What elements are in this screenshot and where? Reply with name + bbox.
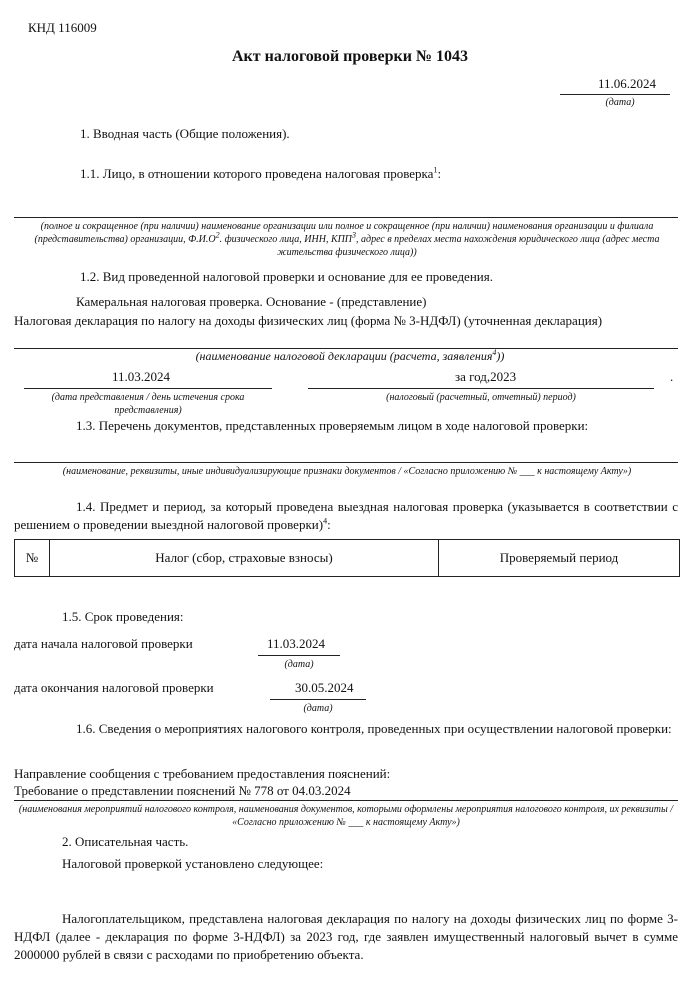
declaration-caption: (наименование налоговой декларации (расчета, заявления$^4$)) <box>195 348 505 363</box>
end-date: 30.05.2024 <box>295 680 354 695</box>
section-1-1-heading: 1.1. Лицо, в отношении которого проведена налоговая проверка$^1$: <box>80 165 442 181</box>
submit-date: 11.03.2024 <box>112 369 171 384</box>
section-1-heading: 1. Вводная часть (Общие положения). <box>80 126 290 141</box>
end-date-line <box>270 699 366 700</box>
tax-period: за год,2023 <box>455 369 517 384</box>
act-date: 11.06.2024 <box>598 76 657 91</box>
documents-caption: (наименование, реквизиты, иные индивидуализирующие признаки документов / «Согласно приложению № ___ к настоящему Акту») <box>62 466 632 477</box>
audit-type: Камеральная налоговая проверка. Основание - (представление) <box>76 294 427 309</box>
start-date-caption: (дата) <box>284 659 314 670</box>
table-header-row <box>15 540 680 577</box>
measures-line-2: Требование о представлении пояснений № 778 от 04.03.2024 <box>14 783 351 798</box>
section-1-6-heading: 1.6. Сведения о мероприятиях налогового контроля, проведенных при осуществлении налоговой проверки: <box>76 721 672 736</box>
tax-period-dot: . <box>670 369 674 384</box>
section-1-3-heading: 1.3. Перечень документов, представленных проверяемым лицом в ходе налоговой проверки: <box>76 418 589 433</box>
measures-caption: (наименования мероприятий налогового контроля, наименования документов, которыми оформлены мероприятия налогового контроля, их реквизиты / «Согласно приложению № ___ к настоящему Акту») <box>18 804 674 828</box>
declaration-name: Налоговая декларация по налогу на доходы физических лиц (форма № 3-НДФЛ) (уточненная декларация) <box>14 313 603 328</box>
tax-period-caption: (налоговый (расчетный, отчетный) период) <box>386 392 576 403</box>
start-date-line <box>258 655 340 656</box>
section-2-intro: Налоговой проверкой установлено следующее: <box>62 856 324 871</box>
act-date-caption: (дата) <box>605 97 635 108</box>
col-period-header: Проверяемый период <box>439 540 680 577</box>
subject-line <box>14 217 678 218</box>
section-1-2-heading: 1.2. Вид проведенной налоговой проверки и основание для ее проведения. <box>80 269 493 284</box>
submit-date-line <box>24 388 272 389</box>
start-date-label: дата начала налоговой проверки <box>14 636 193 651</box>
measures-line-1: Направление сообщения с требованием предоставления пояснений: <box>14 766 391 781</box>
tax-period-line <box>308 388 654 389</box>
documents-line <box>14 462 678 463</box>
section-2-body: Налогоплательщиком, представлена налоговая декларация по налогу на доходы физических лиц по форме 3-НДФЛ (далее - декларация по форме 3-НДФЛ) за 2023 год, где заявлен имущественный налоговый вычет в сумме 2000000 рублей в связи с расходами по приобретению объекта. <box>14 911 678 962</box>
act-date-line <box>560 94 670 95</box>
col-number-header: № <box>15 540 50 577</box>
submit-date-caption: (дата представления / день истечения срока представления) <box>51 392 245 416</box>
section-2-heading: 2. Описательная часть. <box>62 834 189 849</box>
measures-line <box>14 800 678 801</box>
end-date-caption: (дата) <box>303 703 333 714</box>
section-1-4-heading: 1.4. Предмет и период, за который проведена выездная налоговая проверка (указывается в соответствии с решением о проведении выездной налоговой проверки)$^4$: <box>14 499 678 532</box>
form-code: КНД 116009 <box>28 20 97 35</box>
end-date-label: дата окончания налоговой проверки <box>14 680 214 695</box>
col-tax-header: Налог (сбор, страховые взносы) <box>50 540 439 577</box>
subject-caption: (полное и сокращенное (при наличии) наименование организации или полное и сокращенное (при наличии) наименования организации и филиала (представительства) организации, $Ф.И.О^2$. физического лица, ИНН, КПП$^3$, адрес в пределах места нахождения юридического лица (адрес места жительства физического лица)) <box>34 221 660 258</box>
start-date: 11.03.2024 <box>267 636 326 651</box>
tax-table <box>14 539 680 577</box>
section-1-5-heading: 1.5. Срок проведения: <box>62 609 184 624</box>
page-title: Акт налоговой проверки № 1043 <box>231 48 469 65</box>
